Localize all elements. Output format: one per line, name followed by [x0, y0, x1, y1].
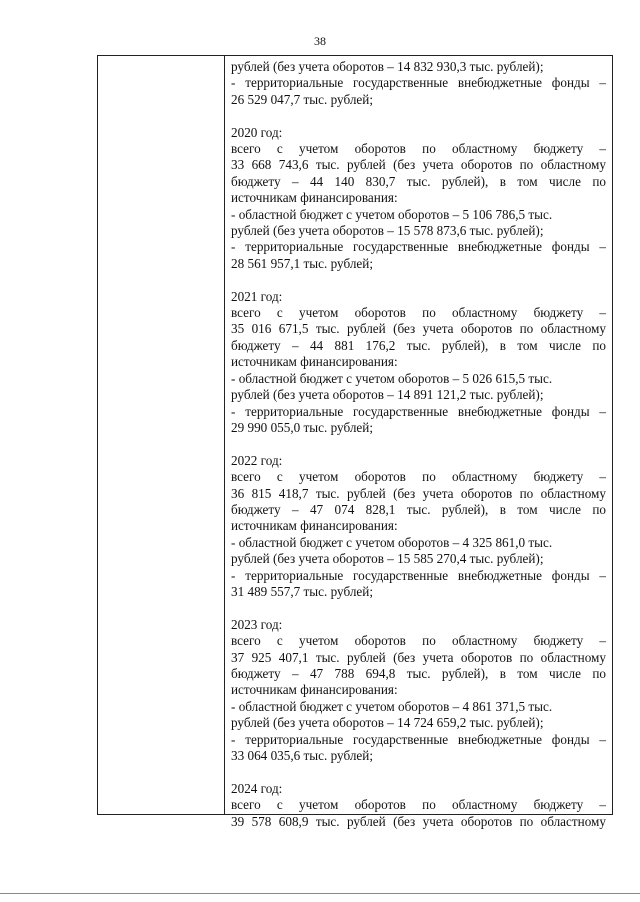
paragraph-gap — [231, 600, 606, 616]
text-line: 2023 год: — [231, 616, 283, 632]
text-line: 2022 год: — [231, 452, 283, 468]
text-line: рублей (без учета оборотов – 14 832 930,3 тыс. рублей); — [231, 59, 544, 74]
text-line: - территориальные государственные внебюджетные фонды – — [231, 75, 606, 91]
text-line: 33 064 035,6 тыс. рублей; — [231, 748, 373, 763]
text-line: 2020 год: — [231, 124, 283, 140]
text-line: бюджету – 44 881 176,2 тыс. рублей), в том числе по — [231, 337, 606, 353]
text-line: рублей (без учета оборотов – 14 724 659,2 тыс. рублей); — [231, 715, 544, 731]
text-line: 37 925 407,1 тыс. рублей (без учета оборотов по областному — [231, 649, 606, 665]
text-line: - областной бюджет с учетом оборотов – 5 106 786,5 тыс. — [231, 206, 553, 222]
text-line: всего с учетом оборотов по областному бюджету – — [231, 469, 606, 485]
text-line: - областной бюджет с учетом оборотов – 5 026 615,5 тыс. — [231, 370, 553, 386]
text-line: - территориальные государственные внебюджетные фонды – — [231, 239, 606, 255]
text-line: 33 668 743,6 тыс. рублей (без учета оборотов по областному — [231, 157, 606, 173]
text-line: 2024 год: — [231, 780, 283, 796]
text-line: источникам финансирования: — [231, 682, 398, 698]
paragraph-gap — [231, 764, 606, 780]
page-bottom-rule — [0, 893, 640, 894]
paragraph-gap — [231, 272, 606, 288]
paragraph-gap — [231, 108, 606, 124]
text-line: источникам финансирования: — [231, 354, 398, 370]
text-line: - территориальные государственные внебюджетные фонды – — [231, 403, 606, 419]
text-line: 36 815 418,7 тыс. рублей (без учета оборотов по областному — [231, 485, 606, 501]
text-line: бюджету – 47 074 828,1 тыс. рублей), в том числе по — [231, 501, 606, 517]
text-line: - областной бюджет с учетом оборотов – 4 325 861,0 тыс. — [231, 534, 553, 550]
text-line: бюджету – 44 140 830,7 тыс. рублей), в том числе по — [231, 173, 606, 189]
text-line: всего с учетом оборотов по областному бюджету – — [231, 305, 606, 321]
text-line: - территориальные государственные внебюджетные фонды – — [231, 731, 606, 747]
text-line: 2021 год: — [231, 288, 283, 304]
table-text-cell — [226, 56, 612, 829]
text-line: 35 016 671,5 тыс. рублей (без учета оборотов по областному — [231, 321, 606, 337]
text-line: 31 489 557,7 тыс. рублей; — [231, 583, 373, 599]
paragraph-gap — [231, 436, 606, 452]
table-left-column — [98, 56, 225, 814]
text-line: 29 990 055,0 тыс. рублей; — [231, 419, 373, 435]
text-line: 39 578 608,9 тыс. рублей (без учета оборотов по областному — [231, 813, 606, 829]
text-line: бюджету – 47 788 694,8 тыс. рублей), в том числе по — [231, 665, 606, 681]
text-line: рублей (без учета оборотов – 15 585 270,4 тыс. рублей); — [231, 551, 544, 567]
text-line: 26 529 047,7 тыс. рублей; — [231, 91, 373, 107]
text-line: источникам финансирования: — [231, 518, 398, 534]
text-line: рублей (без учета оборотов – 14 891 121,2 тыс. рублей); — [231, 387, 544, 403]
text-line: всего с учетом оборотов по областному бюджету – — [231, 633, 606, 649]
text-line: всего с учетом оборотов по областному бюджету – — [231, 141, 606, 157]
text-line: 28 561 957,1 тыс. рублей; — [231, 255, 373, 271]
page-number: 38 — [314, 34, 326, 48]
document-table — [97, 55, 613, 829]
text-line: всего с учетом оборотов по областному бюджету – — [231, 797, 606, 813]
text-line: рублей (без учета оборотов – 15 578 873,6 тыс. рублей); — [231, 223, 544, 239]
text-line: - областной бюджет с учетом оборотов – 4 861 371,5 тыс. — [231, 698, 553, 714]
text-line: - территориальные государственные внебюджетные фонды – — [231, 567, 606, 583]
text-line: источникам финансирования: — [231, 190, 398, 206]
